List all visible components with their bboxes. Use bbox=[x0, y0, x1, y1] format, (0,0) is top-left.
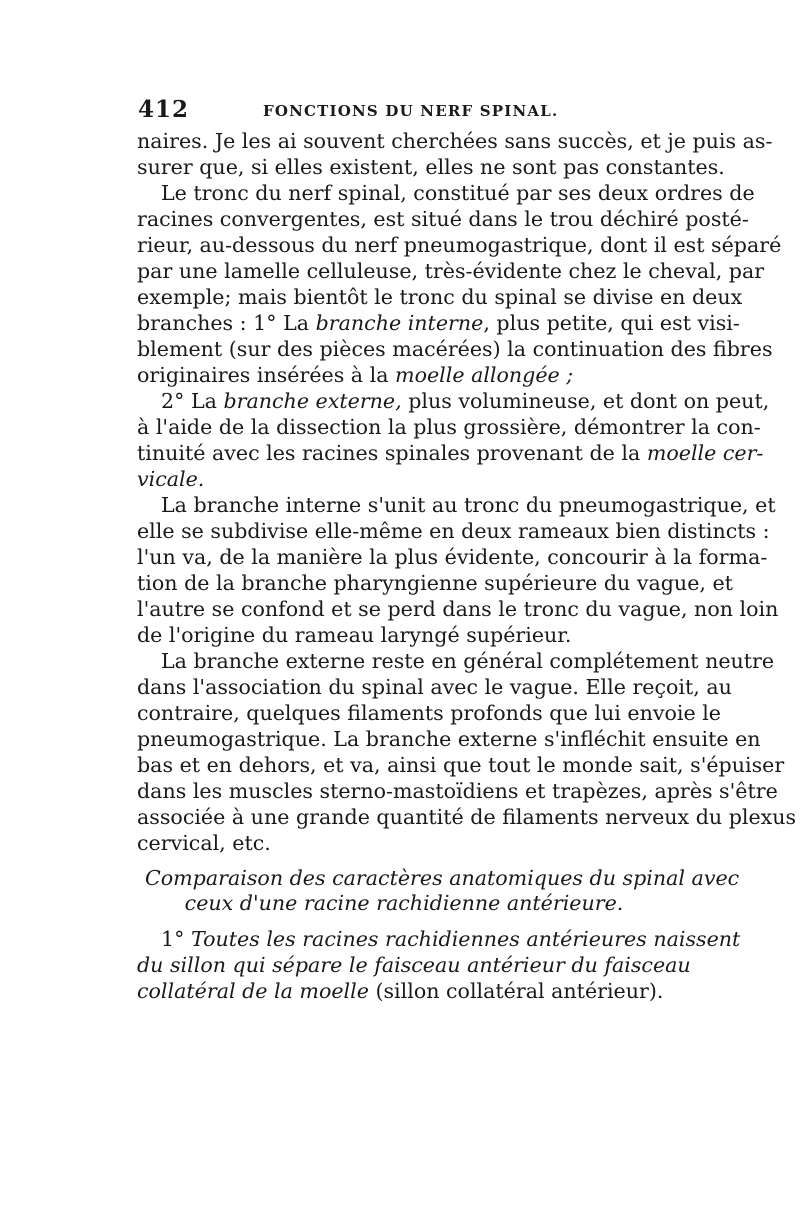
text-run: 2° La bbox=[161, 389, 224, 413]
text-line: blement (sur des pièces macérées) la continuation des fibres bbox=[137, 337, 773, 361]
text-line: dans les muscles sterno-mastoïdiens et trapèzes, après s'être bbox=[137, 779, 778, 803]
spacer bbox=[137, 916, 667, 926]
spacer bbox=[137, 856, 667, 866]
text-line: Le tronc du nerf spinal, constitué par ses deux ordres de bbox=[161, 181, 755, 205]
italic-term: moelle cer- bbox=[646, 441, 764, 465]
paragraph bbox=[137, 180, 782, 388]
text-line bbox=[137, 440, 764, 466]
text-line bbox=[137, 310, 740, 336]
text-line bbox=[137, 362, 667, 388]
text-line bbox=[137, 388, 770, 414]
text-line: l'un va, de la manière la plus évidente, concourir à la forma- bbox=[137, 545, 768, 569]
text-line: pneumogastrique. La branche externe s'infléchit ensuite en bbox=[137, 727, 761, 751]
text-line: à l'aide de la dissection la plus grossière, démontrer la con- bbox=[137, 415, 761, 439]
text-line: de l'origine du rameau laryngé supérieur. bbox=[137, 623, 572, 647]
italic-term: Toutes les racines rachidiennes antérieures naissent bbox=[190, 927, 741, 951]
subheading-line: Comparaison des caractères anatomiques du spinal avec bbox=[145, 866, 740, 890]
italic-term: vicale. bbox=[137, 467, 205, 491]
page-header bbox=[138, 96, 668, 124]
text-line: contraire, quelques filaments profonds que lui envoie le bbox=[137, 701, 721, 725]
paragraph bbox=[137, 128, 773, 180]
italic-term: du sillon qui sépare le faisceau antérieur du faisceau bbox=[137, 953, 691, 977]
text-run: tinuité avec les racines spinales provenant de la bbox=[137, 441, 647, 465]
text-line: dans l'association du spinal avec le vague. Elle reçoit, au bbox=[137, 675, 732, 699]
text-line bbox=[137, 978, 667, 1004]
text-line bbox=[137, 466, 667, 492]
italic-term: branche interne bbox=[315, 311, 484, 335]
text-run: , plus petite, qui est visi- bbox=[483, 311, 740, 335]
text-line: par une lamelle celluleuse, très-évidente chez le cheval, par bbox=[137, 259, 765, 283]
text-run: plus volumineuse, et dont on peut, bbox=[401, 389, 770, 413]
text-line: naires. Je les ai souvent cherchées sans succès, et je puis as- bbox=[137, 129, 773, 153]
subheading-line: ceux d'une racine rachidienne antérieure. bbox=[184, 891, 624, 915]
section-subheading bbox=[137, 866, 740, 916]
text-line: exemple; mais bientôt le tronc du spinal se divise en deux bbox=[137, 285, 743, 309]
text-line: l'autre se confond et se perd dans le tronc du vague, non loin bbox=[137, 597, 779, 621]
italic-term: moelle allongée ; bbox=[395, 363, 574, 387]
text-line: cervical, etc. bbox=[137, 831, 271, 855]
text-run: 1° bbox=[161, 927, 191, 951]
text-line bbox=[137, 952, 691, 978]
paragraph bbox=[137, 492, 779, 648]
text-line: associée à une grande quantité de filaments nerveux du plexus bbox=[137, 805, 797, 829]
text-line: racines convergentes, est situé dans le trou déchiré posté- bbox=[137, 207, 749, 231]
body-text bbox=[137, 128, 797, 1004]
paragraph bbox=[137, 926, 741, 1004]
text-run: (sillon collatéral antérieur). bbox=[368, 979, 664, 1003]
text-run: originaires insérées à la bbox=[137, 363, 396, 387]
text-line: La branche interne s'unit au tronc du pneumogastrique, et bbox=[161, 493, 776, 517]
paragraph bbox=[137, 648, 797, 856]
page-number: 412 bbox=[138, 96, 190, 123]
italic-term: collatéral de la moelle bbox=[137, 979, 369, 1003]
text-line: La branche externe reste en général complétement neutre bbox=[161, 649, 775, 673]
text-line: bas et en dehors, et va, ainsi que tout le monde sait, s'épuiser bbox=[137, 753, 785, 777]
text-line: surer que, si elles existent, elles ne sont pas constantes. bbox=[137, 155, 725, 179]
text-line: rieur, au-dessous du nerf pneumogastrique, dont il est séparé bbox=[137, 233, 782, 257]
running-title: FONCTIONS DU NERF SPINAL. bbox=[263, 102, 559, 120]
italic-term: branche externe, bbox=[223, 389, 402, 413]
text-run: branches : 1° La bbox=[137, 311, 316, 335]
text-line bbox=[137, 926, 741, 952]
paragraph bbox=[137, 388, 770, 492]
text-line: elle se subdivise elle-même en deux rameaux bien distincts : bbox=[137, 519, 770, 543]
text-line: tion de la branche pharyngienne supérieure du vague, et bbox=[137, 571, 733, 595]
